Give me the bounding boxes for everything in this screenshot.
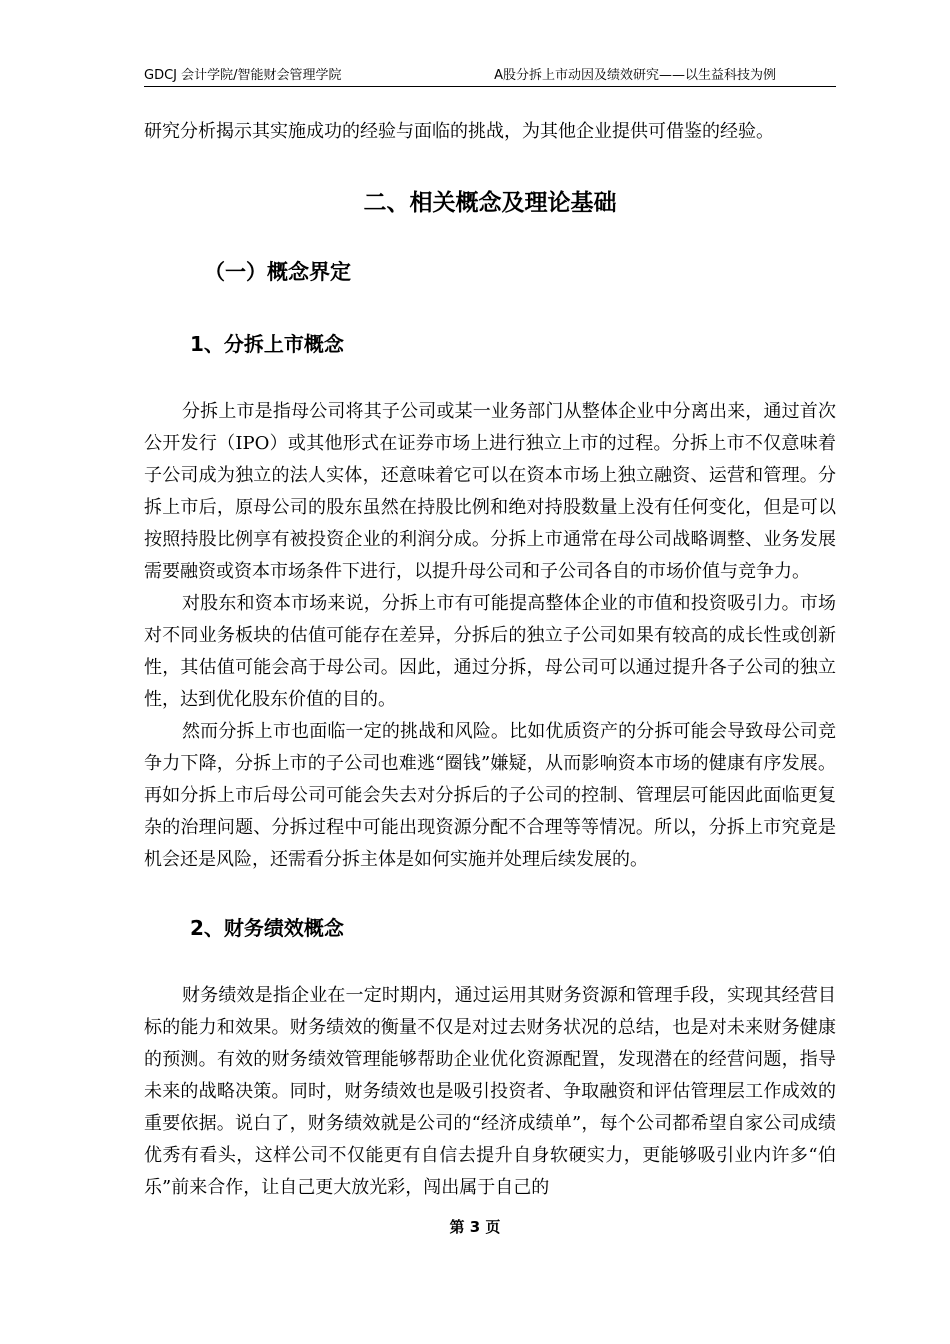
header-paper-title: A股分拆上市动因及绩效研究——以生益科技为例 <box>494 68 776 83</box>
intro-line: 研究分析揭示其实施成功的经验与面临的挑战，为其他企业提供可借鉴的经验。 <box>144 121 774 142</box>
topic1-title: 1、分拆上市概念 <box>190 332 344 356</box>
running-header <box>144 66 836 87</box>
paragraph: 然而分拆上市也面临一定的挑战和风险。比如优质资产的分拆可能会导致母公司竞争力下降，分拆上市的子公司也难逃“圈钱”嫌疑，从而影响资本市场的健康有序发展。再如分拆上市后母公司可能会失去对分拆后的子公司的控制、管理层可能因此面临更复杂的治理问题、分拆过程中可能出现资源分配不合理等等情况。所以，分拆上市究竟是机会还是风险，还需看分拆主体是如何实施并处理后续发展的。 <box>144 721 836 870</box>
topic2-title: 2、财务绩效概念 <box>190 916 344 940</box>
header-institution: GDCJ 会计学院/智能财会管理学院 <box>144 68 342 83</box>
paragraph: 分拆上市是指母公司将其子公司或某一业务部门从整体企业中分离出来，通过首次公开发行（IPO）或其他形式在证券市场上进行独立上市的过程。分拆上市不仅意味着子公司成为独立的法人实体，还意味着它可以在资本市场上独立融资、运营和管理。分拆上市后，原母公司的股东虽然在持股比例和绝对持股数量上没有任何变化，但是可以按照持股比例享有被投资企业的利润分成。分拆上市通常在母公司战略调整、业务发展需要融资或资本市场条件下进行，以提升母公司和子公司各自的市场价值与竞争力。 <box>144 401 836 582</box>
page-number: 第 3 页 <box>449 1218 501 1236</box>
topic2-body <box>144 980 836 1204</box>
page-body <box>144 116 836 1204</box>
topic1-body <box>144 396 836 876</box>
paragraph: 对股东和资本市场来说，分拆上市有可能提高整体企业的市值和投资吸引力。市场对不同业务板块的估值可能存在差异，分拆后的独立子公司如果有较高的成长性或创新性，其估值可能会高于母公司。因此，通过分拆，母公司可以通过提升各子公司的独立性，达到优化股东价值的目的。 <box>144 593 836 710</box>
paragraph: 财务绩效是指企业在一定时期内，通过运用其财务资源和管理手段，实现其经营目标的能力和效果。财务绩效的衡量不仅是对过去财务状况的总结，也是对未来财务健康的预测。有效的财务绩效管理能够帮助企业优化资源配置，发现潜在的经营问题，指导未来的战略决策。同时，财务绩效也是吸引投资者、争取融资和评估管理层工作成效的重要依据。说白了，财务绩效就是公司的“经济成绩单”，每个公司都希望自家公司成绩优秀有看头，这样公司不仅能更有自信去提升自身软硬实力，更能够吸引业内许多“伯乐”前来合作，让自己更大放光彩，闯出属于自己的 <box>144 985 836 1198</box>
subsection-title: （一）概念界定 <box>204 260 351 284</box>
section-title: 二、相关概念及理论基础 <box>363 190 617 216</box>
